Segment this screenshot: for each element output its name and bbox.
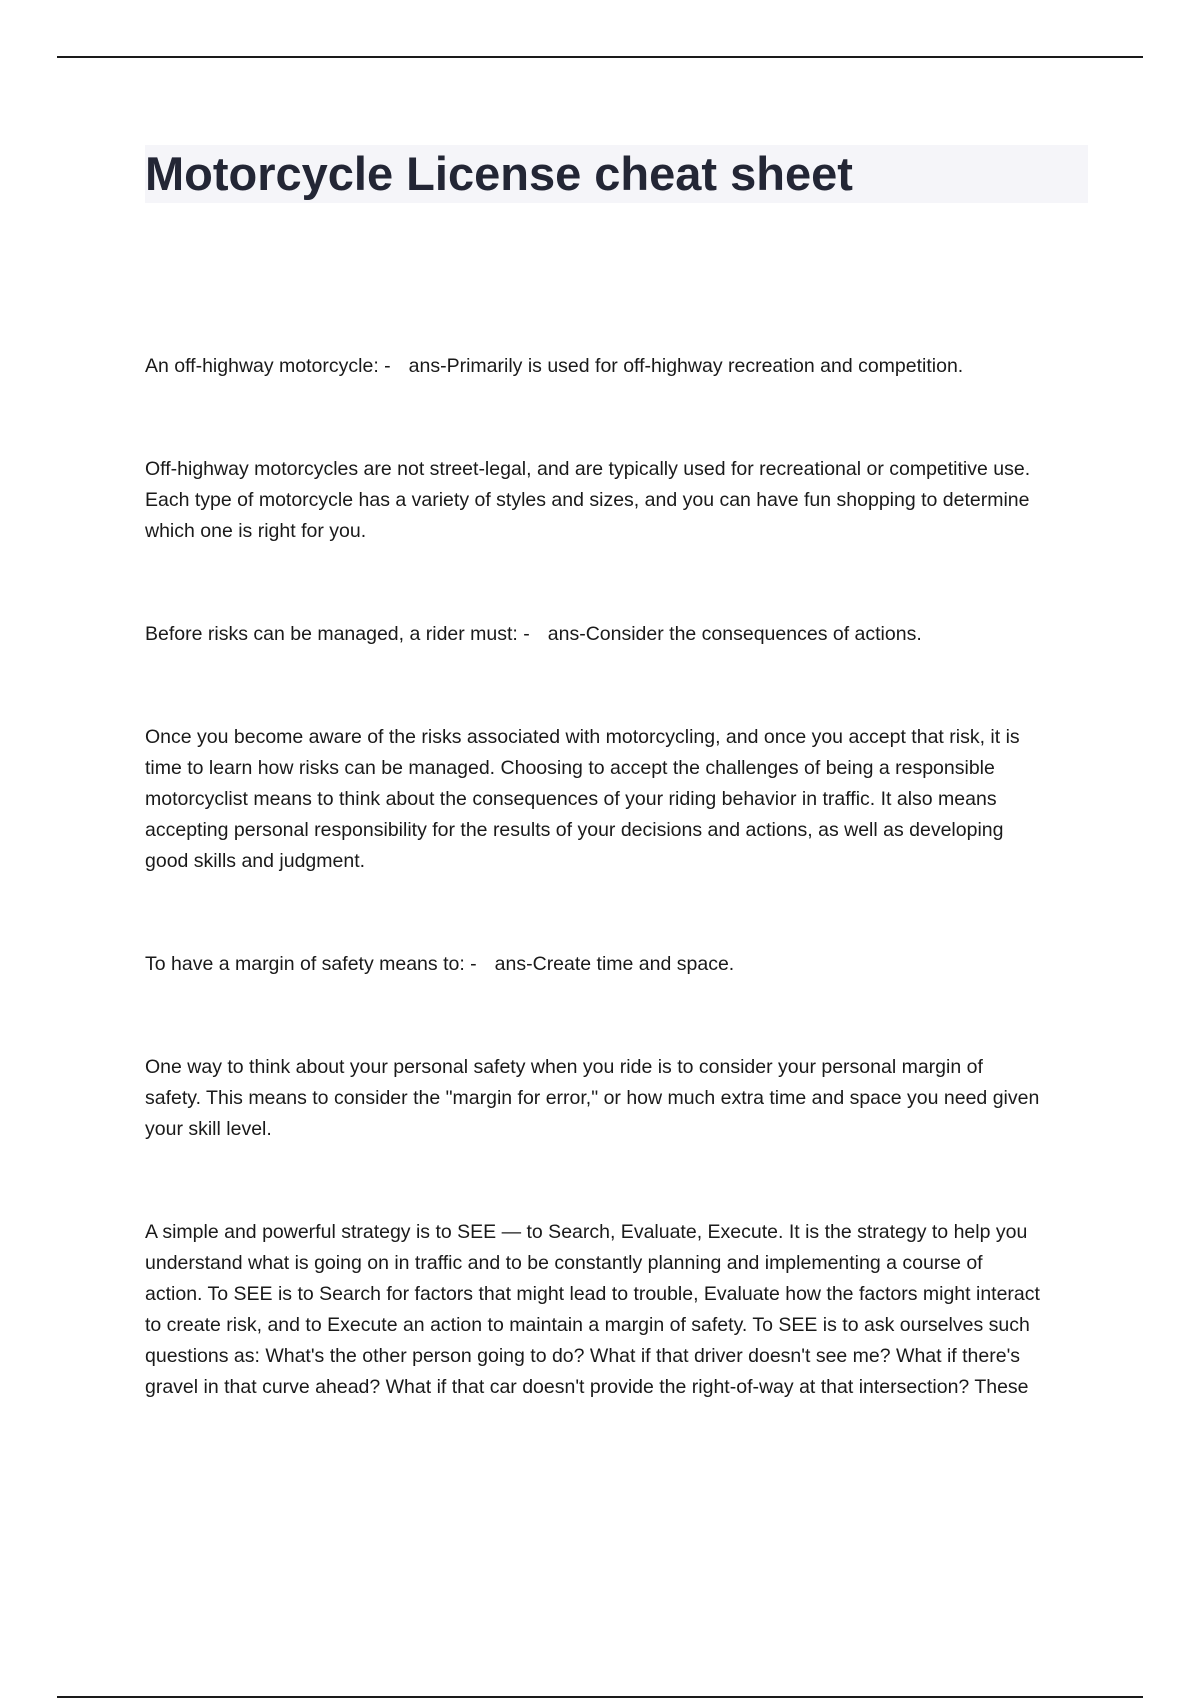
top-rule xyxy=(57,56,1143,58)
question-text: An off-highway motorcycle: - xyxy=(145,355,391,377)
explanation-3 xyxy=(145,1052,1090,1145)
explanation-line: accepting personal responsibility for the results of your decisions and actions, as well as developing xyxy=(145,819,1004,841)
explanation-line: good skills and judgment. xyxy=(145,850,366,872)
question-answer-3 xyxy=(145,949,1090,980)
explanation-line: Each type of motorcycle has a variety of styles and sizes, and you can have fun shopping to determine xyxy=(145,489,1030,511)
question-answer-1 xyxy=(145,351,1090,382)
explanation-line: time to learn how risks can be managed. Choosing to accept the challenges of being a responsible xyxy=(145,757,995,779)
explanation-line: Once you become aware of the risks associated with motorcycling, and once you accept that risk, it is xyxy=(145,726,1020,748)
answer-text: ans-Primarily is used for off-highway recreation and competition. xyxy=(408,355,964,377)
paragraph-line: A simple and powerful strategy is to SEE — to Search, Evaluate, Execute. It is the strategy to help you xyxy=(145,1221,1028,1243)
question-answer-2 xyxy=(145,619,1090,650)
paragraph-line: questions as: What's the other person going to do? What if that driver doesn't see me? What if there's xyxy=(145,1345,1021,1367)
explanation-line: safety. This means to consider the "margin for error," or how much extra time and space you need given xyxy=(145,1087,1040,1109)
question-text: Before risks can be managed, a rider must: - xyxy=(145,623,530,645)
page-title: Motorcycle License cheat sheet xyxy=(145,147,853,200)
answer-text: ans-Create time and space. xyxy=(494,953,735,975)
answer-text: ans-Consider the consequences of actions. xyxy=(547,623,922,645)
paragraph-line: to create risk, and to Execute an action to maintain a margin of safety. To SEE is to ask ourselves such xyxy=(145,1314,1030,1336)
bottom-rule xyxy=(57,1696,1143,1698)
paragraph-line: understand what is going on in traffic and to be constantly planning and implementing a course of xyxy=(145,1252,983,1274)
question-text: To have a margin of safety means to: - xyxy=(145,953,477,975)
explanation-line: which one is right for you. xyxy=(145,520,367,542)
explanation-line: motorcyclist means to think about the consequences of your riding behavior in traffic. It also means xyxy=(145,788,997,810)
see-strategy-paragraph xyxy=(145,1217,1090,1403)
explanation-line: your skill level. xyxy=(145,1118,272,1140)
explanation-line: Off-highway motorcycles are not street-legal, and are typically used for recreational or competitive use. xyxy=(145,458,1031,480)
explanation-2 xyxy=(145,722,1090,877)
paragraph-line: gravel in that curve ahead? What if that car doesn't provide the right-of-way at that intersection? These xyxy=(145,1376,1029,1398)
explanation-1 xyxy=(145,454,1090,547)
explanation-line: One way to think about your personal safety when you ride is to consider your personal margin of xyxy=(145,1056,983,1078)
document-body xyxy=(145,351,1090,1403)
paragraph-line: action. To SEE is to Search for factors that might lead to trouble, Evaluate how the factors might interact xyxy=(145,1283,1040,1305)
